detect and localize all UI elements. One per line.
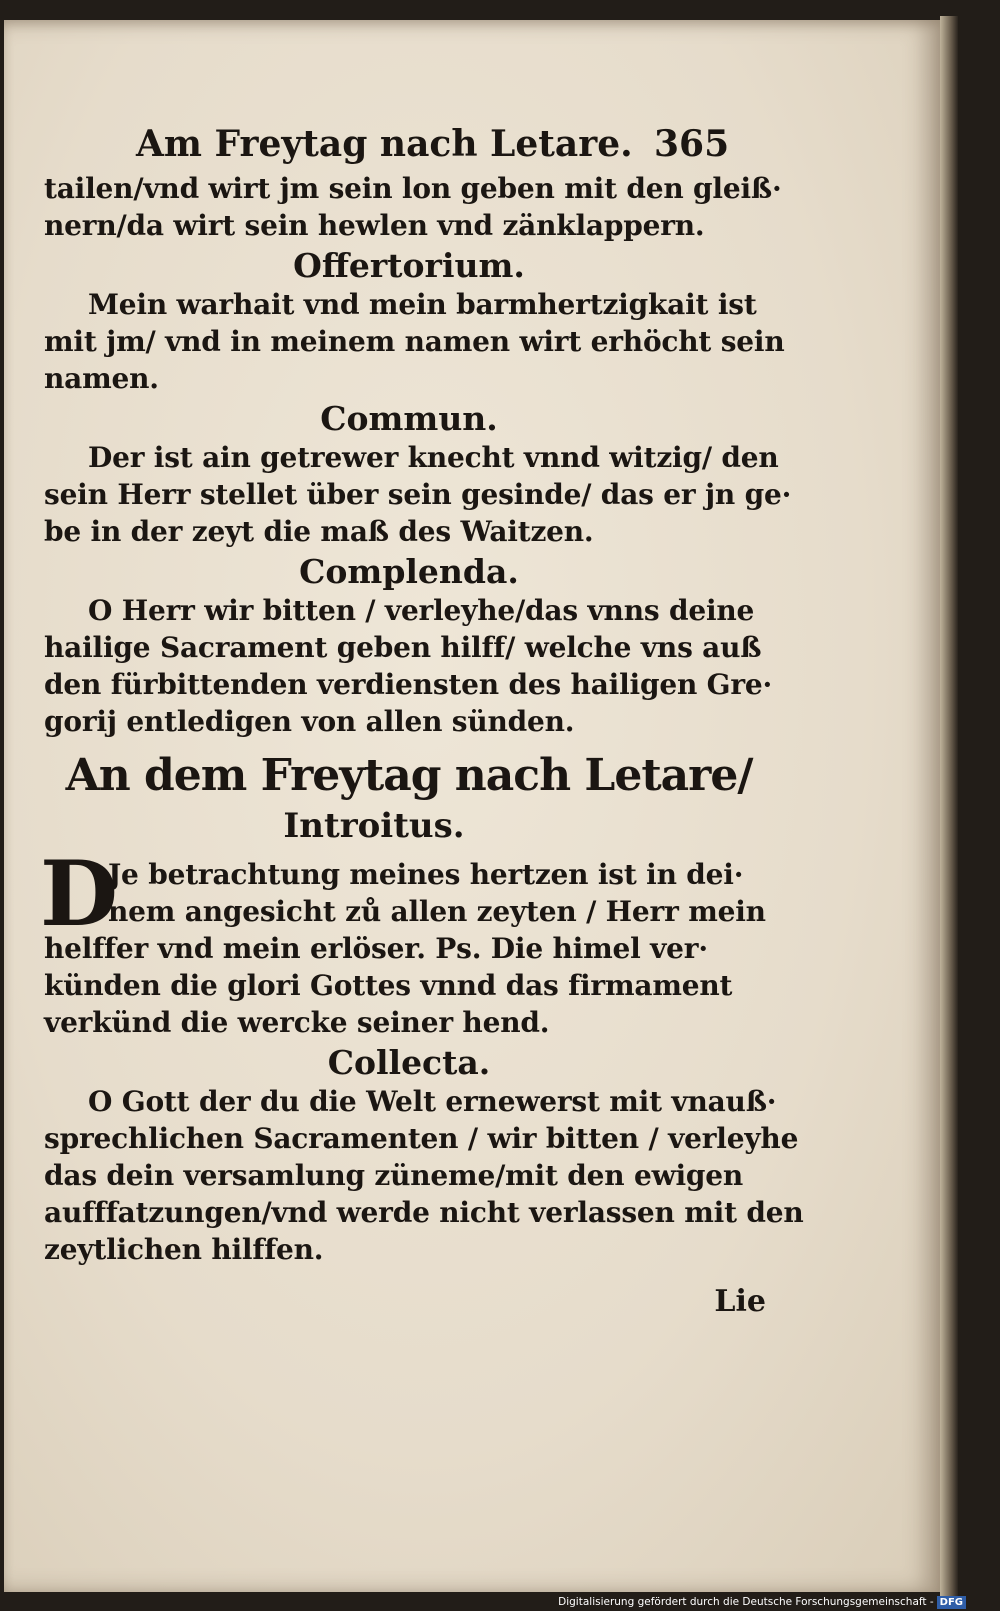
text-line: sein Herr stellet über sein gesinde/ das er jn ge·: [44, 478, 792, 511]
text-line: sprechlichen Sacramenten / wir bitten / verleyhe: [44, 1122, 799, 1155]
text-line: helffer vnd mein erlöser. Ps. Die himel ver·: [44, 932, 708, 965]
complenda-heading: Complenda.: [299, 552, 519, 591]
text-line: nem angesicht zů allen zeyten / Herr mein: [108, 895, 766, 928]
dfg-logo: DFG: [937, 1596, 966, 1609]
text-line: das dein versamlung züneme/mit den ewigen: [44, 1159, 744, 1192]
digitization-credit: [558, 1594, 966, 1610]
page-text: [40, 118, 804, 1322]
text-line: O Herr wir bitten / verleyhe/das vnns deine: [88, 594, 755, 627]
page-number: 365: [654, 123, 730, 165]
text-line: den fürbittenden verdiensten des hailigen Gre·: [44, 668, 773, 701]
credit-text: Digitalisierung gefördert durch die Deutsche Forschungsgemeinschaft -: [558, 1596, 934, 1608]
running-head-title: Am Freytag nach Letare.: [136, 123, 633, 165]
text-line: künden die glori Gottes vnnd das firmament: [44, 969, 733, 1002]
text-line: Der ist ain getrewer knecht vnnd witzig/ den: [88, 441, 779, 474]
collecta-heading: Collecta.: [327, 1043, 491, 1082]
introitus-paragraph: [40, 841, 774, 1041]
text-line: gorij entledigen von allen sünden.: [44, 705, 575, 738]
text-line: O Gott der du die Welt ernewerst mit vnauß·: [88, 1085, 777, 1118]
running-head: [44, 118, 774, 170]
text-line: aufffatzungen/vnd werde nicht verlassen mit den: [44, 1196, 804, 1229]
text-line: tailen/vnd wirt jm sein lon geben mit den gleiß·: [44, 172, 782, 205]
commun-heading: Commun.: [320, 399, 498, 438]
text-line: verkünd die wercke seiner hend.: [44, 1006, 550, 1039]
text-line: zeytlichen hilffen.: [44, 1233, 324, 1266]
text-line: mit jm/ vnd in meinem namen wirt erhöcht sein: [44, 325, 785, 358]
text-line: be in der zeyt die maß des Waitzen.: [44, 515, 594, 548]
text-line: namen.: [44, 362, 159, 395]
offertorium-heading: Offertorium.: [293, 246, 525, 285]
drop-cap-initial: D: [40, 841, 119, 947]
catchword: Lie: [714, 1284, 766, 1319]
text-line: hailige Sacrament geben hilff/ welche vns auß: [44, 631, 762, 664]
text-line: Mein warhait vnd mein barmhertzigkait ist: [88, 288, 757, 321]
text-line: nern/da wirt sein hewlen vnd zänklappern.: [44, 209, 705, 242]
text-line: Je betrachtung meines hertzen ist in dei·: [108, 858, 744, 891]
section-title: An dem Freytag nach Letare/: [65, 750, 753, 801]
page-edge: [940, 16, 958, 1596]
introitus-heading: Introitus.: [283, 806, 465, 846]
